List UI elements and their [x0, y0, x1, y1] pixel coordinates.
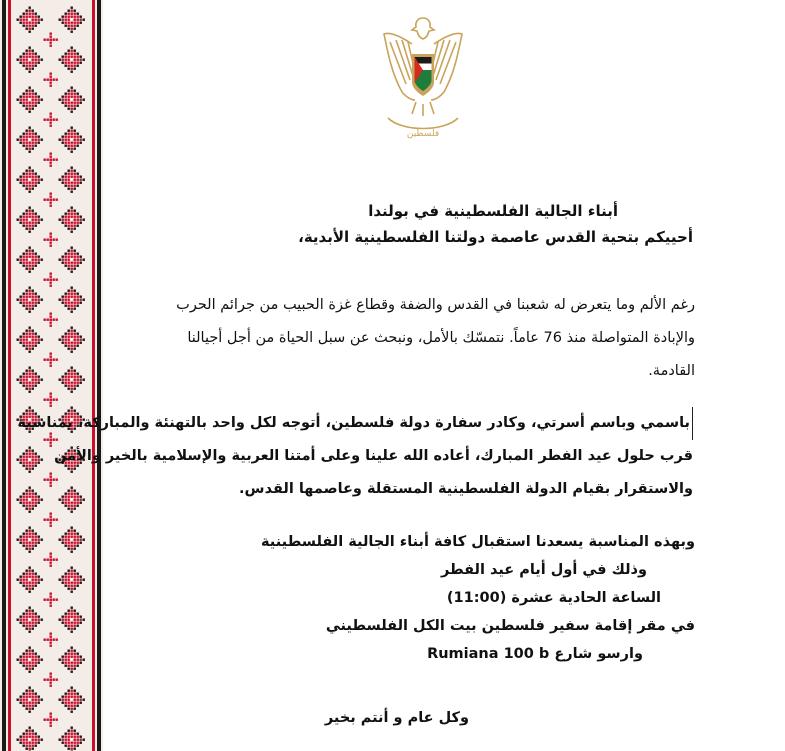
invitation-line-3: الساعة الحادية عشرة (11:00): [446, 590, 661, 606]
letter-heading: [120, 198, 693, 250]
heading-line-2: أحييكم بتحية القدس عاصمة دولتنا الفلسطينية الأبدية،: [298, 228, 693, 246]
paragraph-1-line-1: رغم الألم وما يتعرض له شعبنا في القدس والضفة وقطاع غزة الحبيب من جرائم الحرب: [176, 297, 695, 313]
paragraph-1: [120, 289, 695, 388]
paragraph-2-line-3: والاستقرار بقيام الدولة الفلسطينية المستقلة وعاصمها القدس.: [239, 481, 693, 497]
paragraph-2-line-1: باسمي وباسم أسرتي، وكادر سفارة دولة فلسطين، أتوجه لكل واحد بالتهنئة والمباركة، بمناسبة: [120, 407, 693, 440]
paragraph-2: [17, 407, 693, 506]
closing-greeting: [120, 706, 469, 730]
tatreez-pattern: [0, 0, 103, 751]
invitation-line-4: في مقر إقامة سفير فلسطين بيت الكل الفلسطيني: [325, 618, 695, 634]
palestine-eagle-emblem: [382, 14, 464, 142]
invitation-line-2: وذلك في أول أيام عيد الفطر: [440, 562, 647, 578]
embroidery-border: [0, 0, 103, 751]
heading-line-1: أبناء الجالية الفلسطينية في بولندا: [368, 202, 618, 220]
emblem-inscription: فلسطين: [406, 129, 440, 139]
invitation-line-1: وبهذه المناسبة يسعدنا استقبال كافة أبناء الجالية الفلسطينية: [261, 534, 695, 550]
paragraph-2-line-2: قرب حلول عيد الفطر المبارك، أعاده الله علينا وعلى أمتنا العربية والإسلامية بالخير والأمن: [54, 448, 693, 464]
paragraph-1-line-2: والإبادة المتواصلة منذ 76 عاماً. نتمسّك بالأمل، ونبحث عن سبل الحياة من أجل أجيالنا: [187, 330, 695, 346]
invitation-block: [120, 528, 695, 668]
invitation-line-5: وارسو شارع Rumiana 100 b: [427, 646, 643, 662]
paragraph-1-line-3: القادمة.: [648, 363, 695, 379]
closing-line: وكل عام و أنتم بخير: [324, 710, 469, 726]
